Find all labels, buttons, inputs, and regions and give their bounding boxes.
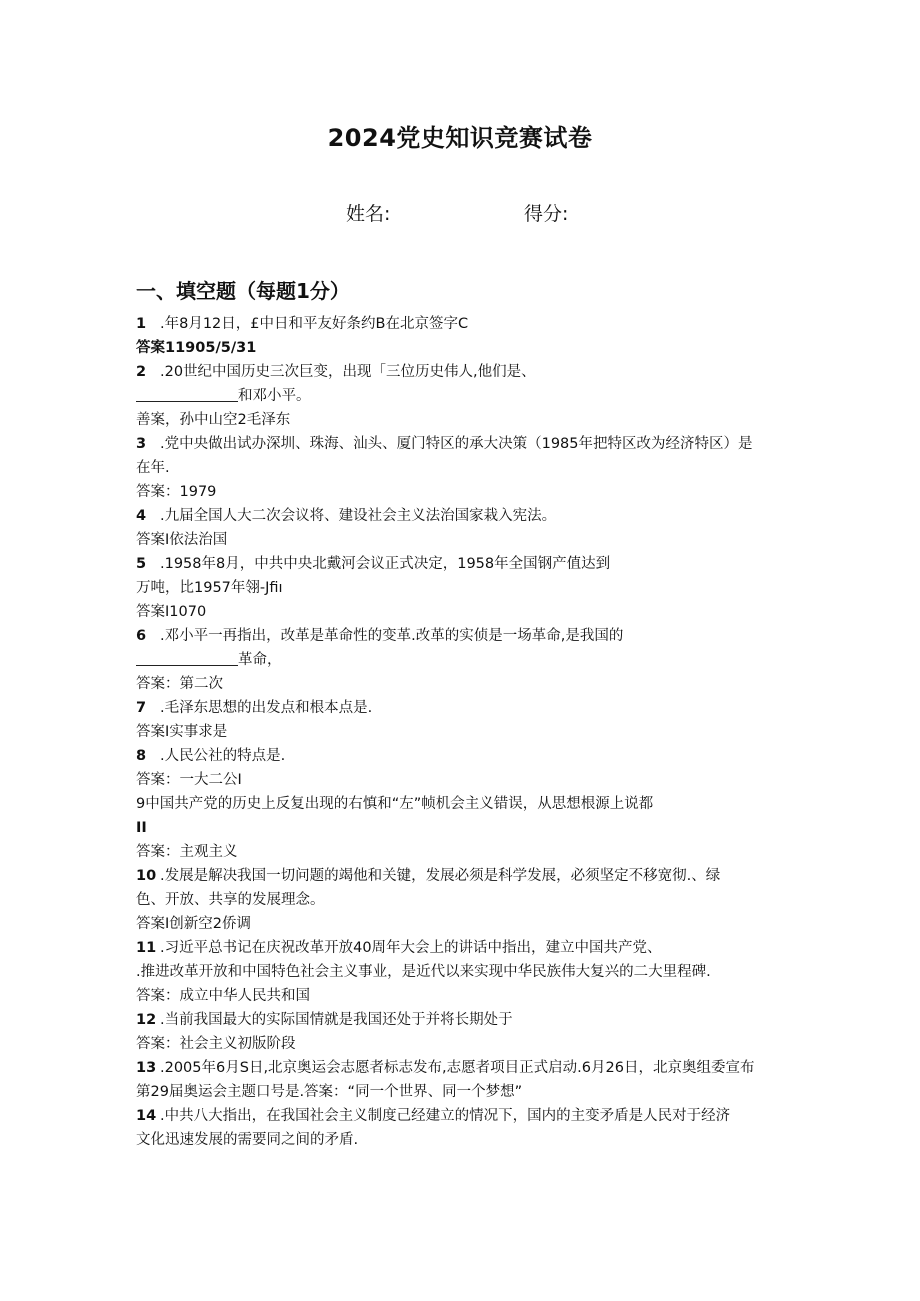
- question-text: .邓小平一再指出，改革是革命性的变革.改革的实侦是一场革命,是我国的: [160, 628, 624, 644]
- question-text: .人民公社的特点是.: [160, 748, 286, 764]
- question-line: [136, 360, 796, 384]
- question-list: [136, 312, 796, 1152]
- question-line: [136, 384, 796, 408]
- question-number: 13: [136, 1060, 157, 1076]
- question-number: 1: [136, 316, 147, 332]
- question-text: .毛泽东思想的出发点和根本点是.: [160, 700, 373, 716]
- question-number: 4: [136, 508, 147, 524]
- question-text: .20世纪中国历史三次巨变，出现「三位历史伟人,他们是、: [160, 364, 536, 380]
- answer-line: 答案I创新空2侨调: [136, 916, 252, 932]
- question-line: [136, 648, 796, 672]
- question-text: .九届全国人大二次会议将、建设社会主义法治国家栽入宪法。: [160, 508, 557, 524]
- question-number: 6: [136, 628, 147, 644]
- question-line: [136, 744, 796, 768]
- question-line: [136, 1104, 796, 1128]
- question-text: .1958年8月，中共中央北戴河会议正式决定，1958年全国钢产值达到: [160, 556, 611, 572]
- question-line: [136, 1056, 796, 1080]
- question-line: [136, 696, 796, 720]
- question-text: .发展是解决我国一切问题的竭他和关键，发展必须是科学发展，必须坚定不移宽彻.、绿: [160, 868, 721, 884]
- question-text: .中共八大指出，在我国社会主义制度己经建立的情况下，国内的主变矛盾是人民对于经济: [160, 1108, 731, 1124]
- score-label: 得分:: [524, 203, 569, 225]
- question-number: 7: [136, 700, 147, 716]
- question-text: .2005年6月S日,北京奥运会志愿者标志发布,志愿者项目正式启动.6月26日，北京奥组委宣布: [160, 1060, 755, 1076]
- question-line: [136, 864, 796, 888]
- question-line: [136, 504, 796, 528]
- answer-line: 善案，孙中山空2毛泽东: [136, 412, 291, 428]
- question-line: [136, 312, 796, 336]
- question-number: 2: [136, 364, 147, 380]
- answer-line: 答案：主观主义: [136, 844, 238, 860]
- answer-line: 答案：一大二公I: [136, 772, 242, 788]
- question-text: 在年.: [136, 460, 170, 476]
- answer-line: 答案I1070: [136, 604, 207, 620]
- section-title: 一、填空题（每题1分）: [136, 279, 350, 303]
- question-line: [136, 624, 796, 648]
- page-title: 2024党史知识竞赛试卷: [327, 124, 593, 152]
- question-line: [136, 552, 796, 576]
- name-label: 姓名:: [346, 203, 391, 225]
- question-line: [136, 1008, 796, 1032]
- question-line: [136, 936, 796, 960]
- answer-line: 答案11905/5/31: [136, 340, 257, 356]
- question-number: 3: [136, 436, 147, 452]
- answer-line: 答案：成立中华人民共和国: [136, 988, 310, 1004]
- fill-blank: [136, 651, 238, 666]
- answer-line: 答案：社会主义初版阶段: [136, 1036, 296, 1052]
- question-text: 色、开放、共享的发展理念。: [136, 892, 325, 908]
- question-number: 14: [136, 1108, 157, 1124]
- question-text: II: [136, 820, 147, 836]
- question-text: 和邓小平。: [238, 388, 311, 404]
- question-text: 第29届奥运会主题口号是.答案：“同一个世界、同一个梦想”: [136, 1084, 523, 1100]
- question-text: 万吨，比1957年翎-Jfiı: [136, 580, 283, 596]
- question-text: 革命，: [238, 652, 282, 668]
- question-line: [136, 792, 796, 816]
- question-text: 9中国共产党的历史上反复出现的右慎和“左”帧机会主义错误，从思想根源上说都: [136, 796, 654, 812]
- question-number: 10: [136, 868, 157, 884]
- answer-line: 答案I实事求是: [136, 724, 228, 740]
- answer-line: 答案：第二次: [136, 676, 223, 692]
- question-number: 12: [136, 1012, 157, 1028]
- question-text: .当前我国最大的实际国情就是我国还处于并将长期处于: [160, 1012, 513, 1028]
- question-number: 5: [136, 556, 147, 572]
- question-number: 11: [136, 940, 157, 956]
- question-text: .习近平总书记在庆祝改革开放40周年大会上的讲话中指出，建立中国共产党、: [160, 940, 662, 956]
- answer-line: 答案I依法治国: [136, 532, 228, 548]
- question-text: 文化迅速发展的需要同之间的矛盾.: [136, 1132, 359, 1148]
- fill-blank: [136, 387, 238, 402]
- question-line: [136, 432, 796, 456]
- question-number: 8: [136, 748, 147, 764]
- question-text: .推进改革开放和中国特色社会主义事业，是近代以来实现中华民族伟大复兴的二大里程碑.: [136, 964, 711, 980]
- question-text: .年8月12日，£中日和平友好条约B在北京签字C: [160, 316, 469, 332]
- answer-line: 答案：1979: [136, 484, 217, 500]
- question-text: .党中央做出试办深圳、珠海、汕头、厦门特区的承大决策（1985年把特区改为经济特区）是: [160, 436, 753, 452]
